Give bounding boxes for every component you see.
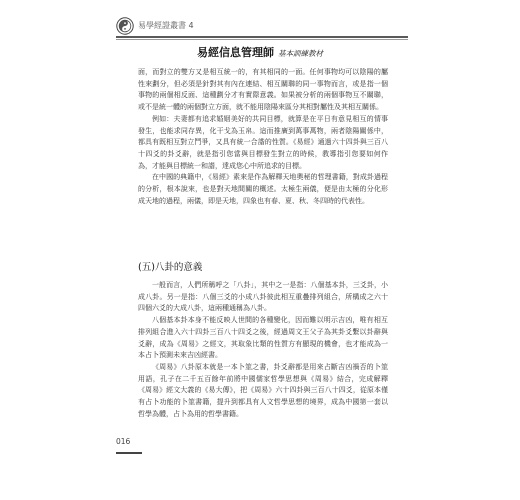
series-label: 易學經證叢書 4 [138,21,194,30]
paragraph-3: 在中國的典籍中，《易經》素來是作為解釋天地奧秘的哲理書籍，對成卦過程的分析，根本說來，也是對天地間關的概述。太極生兩儀，便是由太極的分化形成天地的過程，兩儀，即是天地，四象也有春、夏、秋、冬四時的代表性。 [138,173,388,205]
paragraph-6: 《周易》八卦原本就是一本卜筮之書，卦爻辭都是用來占斷吉凶禍否的卜筮用語，孔子在二千五百餘年前將中國儒家哲學思想與《周易》結合，完成解釋《周易》經文大義的《易大傳》，把《周易》六十四卦與三百八十四爻，從原本僅有占卜功能的卜筮書籍，提升到都具有人文哲學思想的境界，成為中國第一套以哲學為體，占卜為用的哲學書籍。 [138,362,388,418]
paragraph-4: 一般而言，人們所稱呼之「八卦」，其中之一是指：八個基本卦，三爻卦，小成八卦。另一是指：八個三爻的小成八卦彼此相互重疊排列組合，所構成之六十四個六爻的大成八卦，這兩種通稱為八卦。 [138,281,388,313]
paragraph-5: 八個基本卦本身不能反映人世間的各種變化，因而難以明示吉凶，唯有相互排列組合進入六十四卦三百八十四爻之後，經過周文王父子為其卦爻繫以卦辭與爻辭，成為《周易》之經文，其取象比類的性質方有顯現的機會，也才能成為一本占卜預測未來吉凶經書。 [138,316,388,360]
header-rule-thin [116,39,408,40]
page-number: 016 [116,437,131,446]
footer-rule [116,452,142,454]
body-text-top [138,67,388,207]
section-heading: (五)八卦的意義 [138,262,203,273]
paragraph-1: 面，而對立的雙方又是相互統一的，有其相同的一面。任何事物均可以陰陽的屬性來劃分，但必須是針對其有內在連結、相互關聯的同一事物而言，或是指一個事物的兩個相反面、這種劃分才有實際意義。如果被分析的兩個事物互不關聯，或不是統一體的兩個對立方面，就不能用陰陽來區分其相對屬性及其相互關係。 [138,68,388,112]
book-title-subtitle: 基本訓練教材 [278,49,323,58]
book-title [0,44,520,60]
series-logo-icon [116,17,134,35]
body-text-bottom [138,280,388,420]
book-title-main: 易經信息管理師 [197,46,274,59]
paragraph-2: 例如：夫妻都有追求婚姻美好的共同目標，就算是在平日有意見相互的情事發生，也能求同存異，化干戈為玉帛。這而推廣到萬事萬物，兩者陰陽關係中，都具有既相互對立鬥爭，又具有統一合諧的性質。《易經》通過六十四卦與三百八十四爻的卦爻辭，就是指引您當與目標發生對立的時候，教導指引您要如何作為，才能與目標統一和諧，達成您心中所追求的目標。 [138,114,388,170]
header-rule [116,36,408,38]
